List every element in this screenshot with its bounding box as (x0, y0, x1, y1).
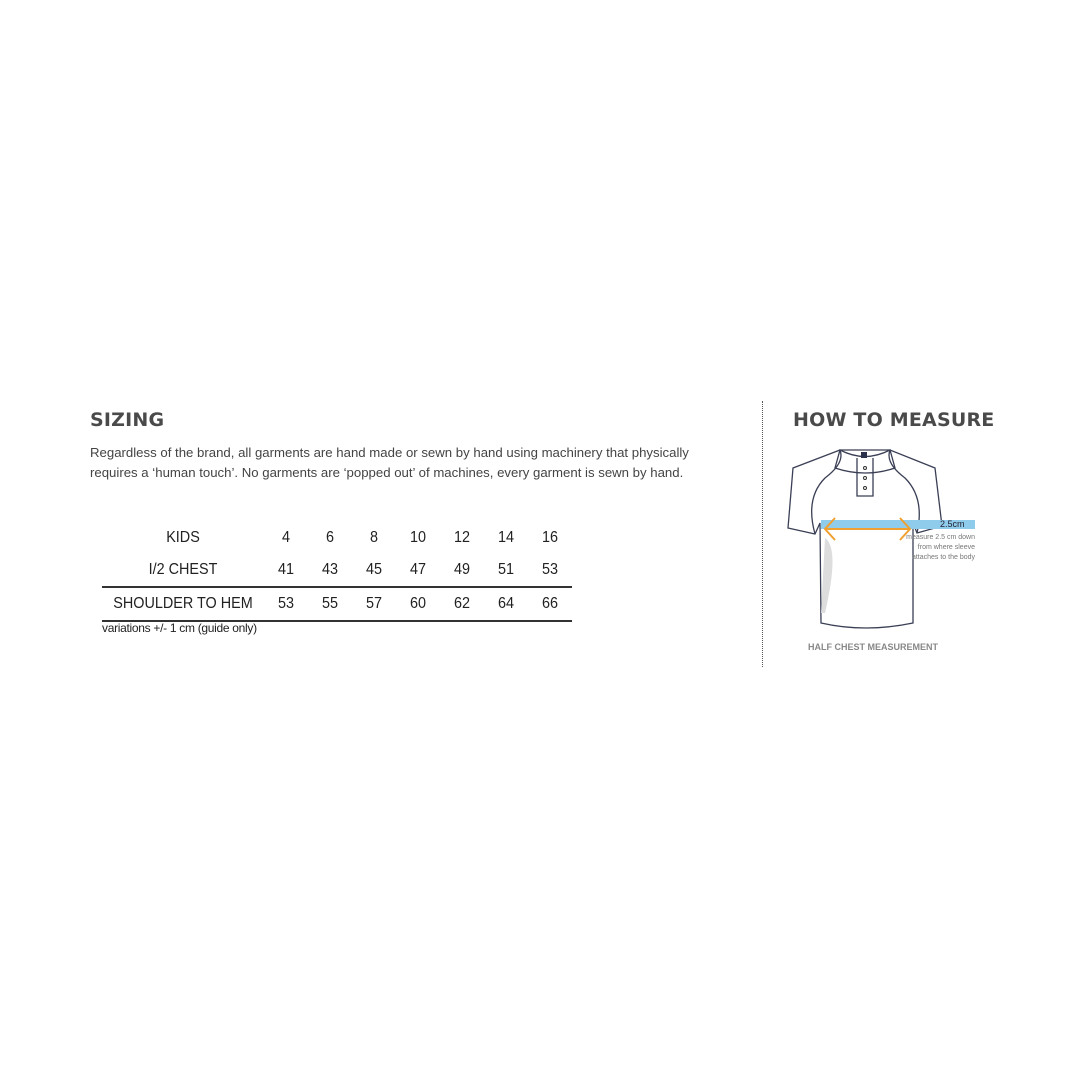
row-label: SHOULDER TO HEM (110, 587, 256, 621)
table-cell: 66 (530, 587, 570, 621)
table-cell: 12 (453, 529, 471, 546)
sizing-title: SIZING (90, 409, 165, 431)
table-cell: 62 (442, 587, 482, 621)
band-label: 2.5cm (940, 519, 965, 529)
table-cell: 43 (310, 554, 350, 587)
row-label: I/2 CHEST (110, 554, 256, 587)
table-cell: 16 (541, 529, 559, 546)
table-row (102, 554, 572, 587)
table-cell: 47 (398, 554, 438, 587)
table-row (102, 522, 572, 554)
measure-annotation: measure 2.5 cm down from where sleeve attaches to the body (906, 534, 975, 561)
table-cell: 41 (266, 554, 306, 587)
table-cell: 14 (497, 529, 515, 546)
table-cell: 60 (398, 587, 438, 621)
table-cell: 4 (281, 529, 291, 546)
table-cell: 57 (354, 587, 394, 621)
table-cell: 55 (310, 587, 350, 621)
size-table (102, 522, 572, 622)
sizing-intro: Regardless of the brand, all garments are hand made or sewn by hand using machinery that physically requires a ‘human touch’. No garments are ‘popped out’ of machines, every garment is sewn by hand. (90, 445, 689, 480)
table-cell: 6 (325, 529, 335, 546)
measure-title: HOW TO MEASURE (793, 409, 995, 431)
row-label: KIDS (166, 529, 200, 546)
table-row (102, 587, 572, 621)
table-cell: 49 (442, 554, 482, 587)
table-cell: 8 (369, 529, 379, 546)
table-cell: 64 (486, 587, 526, 621)
divider (762, 401, 763, 667)
table-cell: 53 (266, 587, 306, 621)
table-cell: 10 (409, 529, 427, 546)
table-cell: 51 (486, 554, 526, 587)
diagram-caption: HALF CHEST MEASUREMENT (808, 642, 938, 652)
table-cell: 53 (530, 554, 570, 587)
table-cell: 45 (354, 554, 394, 587)
variation-note: variations +/- 1 cm (guide only) (102, 621, 257, 635)
